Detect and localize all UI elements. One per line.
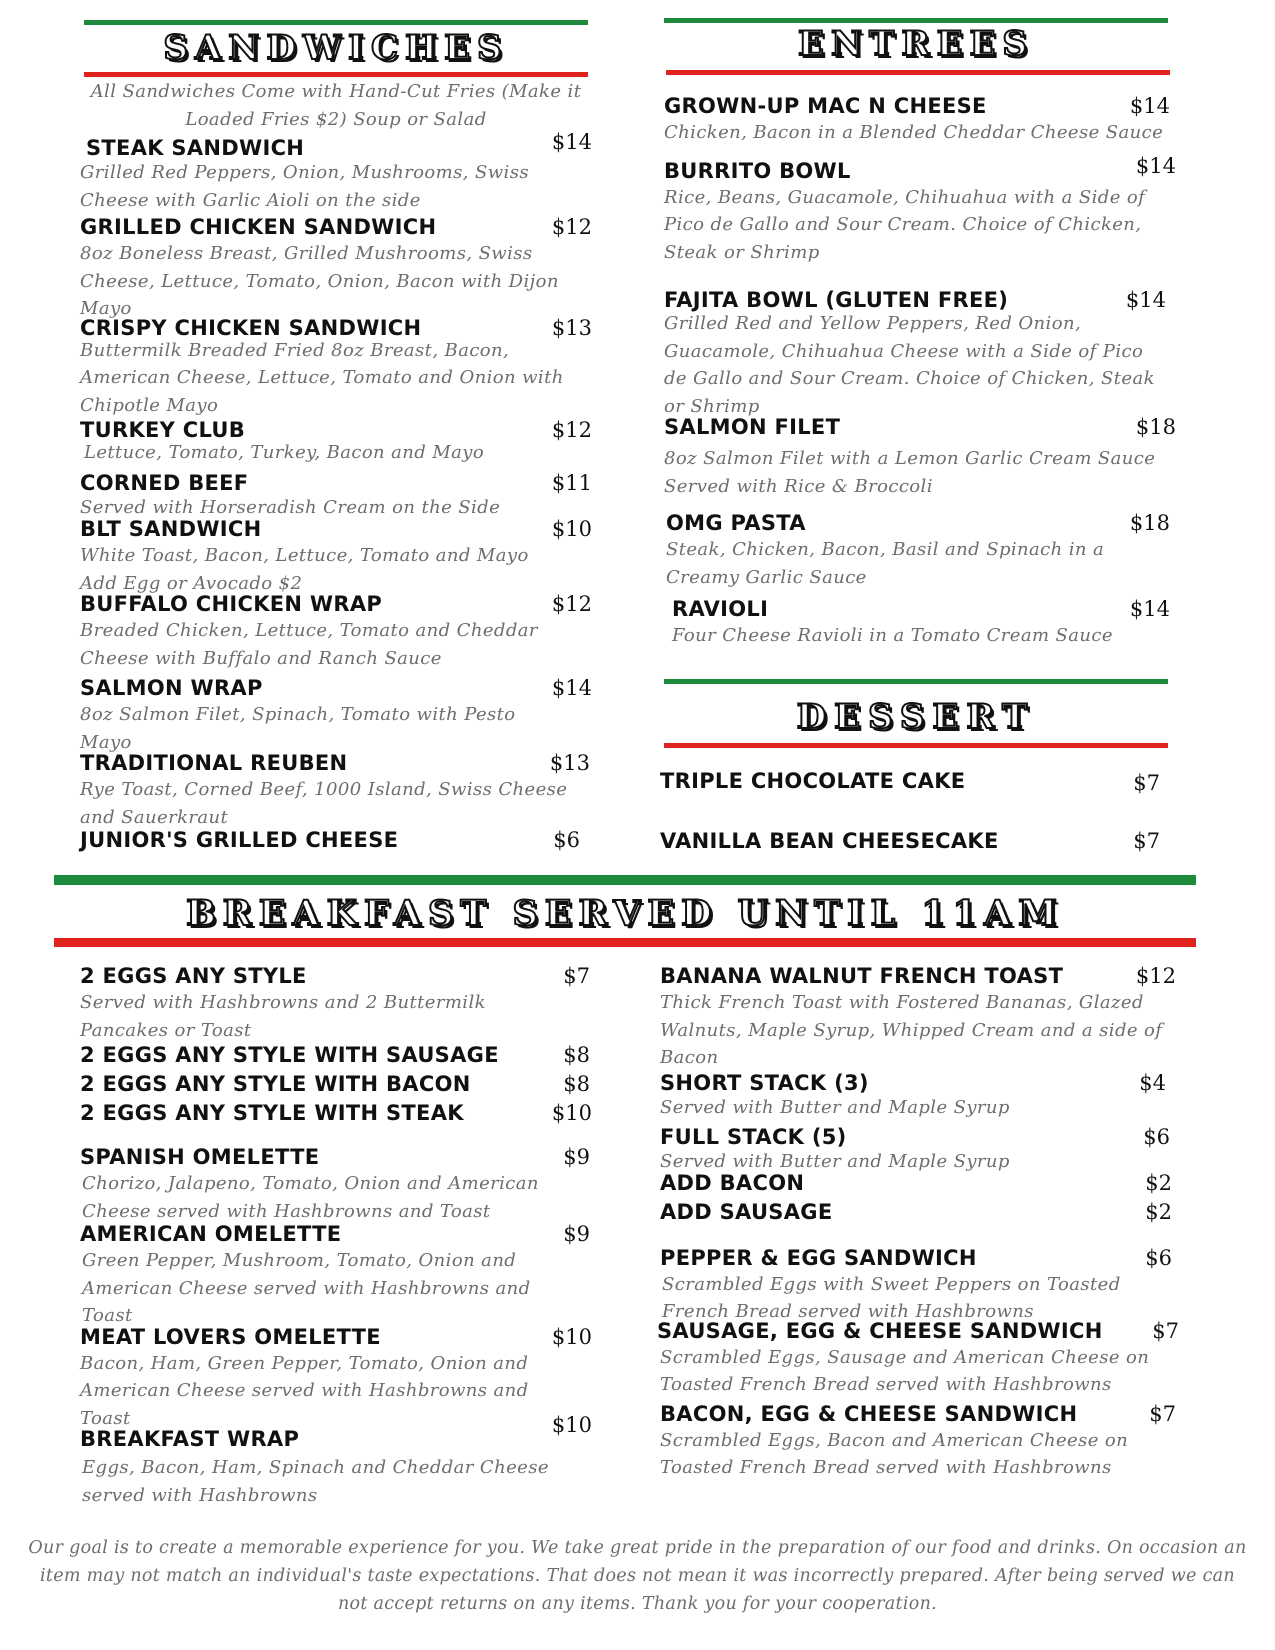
item-description: Grilled Red and Yellow Peppers, Red Onion, Guacamole, Chihuahua Cheese with a Side of Pico de Gallo and Sour Cream. Choice of Chicken, Steak or Shrimp — [664, 313, 1155, 417]
item-name: PEPPER & EGG SANDWICH — [660, 1245, 977, 1270]
item-description: Served with Hashbrowns and 2 Buttermilk Pancakes or Toast — [80, 992, 486, 1041]
sandwiches-bottom-rule — [84, 72, 588, 77]
item-price: $14 — [1125, 288, 1166, 312]
item-name: BUFFALO CHICKEN WRAP — [80, 592, 383, 616]
item-price: $8 — [563, 1072, 590, 1096]
item-description: Grilled Red Peppers, Onion, Mushrooms, Swiss Cheese with Garlic Aioli on the side — [80, 162, 529, 211]
item-name: GROWN-UP MAC N CHEESE — [664, 94, 987, 118]
item-price: $9 — [563, 1222, 590, 1246]
menu-item-2-eggs-with-sausage — [80, 1042, 592, 1068]
menu-item-turkey-club — [80, 417, 592, 443]
item-name: GRILLED CHICKEN SANDWICH — [80, 215, 437, 239]
item-name: VANILLA BEAN CHEESECAKE — [660, 829, 999, 853]
item-price: $14 — [1135, 153, 1176, 178]
item-name: ADD BACON — [660, 1170, 805, 1195]
item-description: White Toast, Bacon, Lettuce, Tomato and Mayo Add Egg or Avocado $2 — [80, 545, 529, 594]
entrees-column — [664, 93, 1176, 650]
item-description: Scrambled Eggs with Sweet Peppers on Toasted French Bread served with Hashbrowns — [662, 1273, 1121, 1322]
item-description: Bacon, Ham, Green Pepper, Tomato, Onion and American Cheese served with Hashbrowns and Toast — [80, 1352, 529, 1429]
item-name: BURRITO BOWL — [664, 158, 851, 183]
item-description: Lettuce, Tomato, Turkey, Bacon and Mayo — [84, 442, 485, 463]
menu-item-crispy-chicken-sandwich — [80, 315, 592, 341]
item-price: $7 — [563, 964, 590, 988]
item-name: MEAT LOVERS OMELETTE — [80, 1324, 381, 1349]
dessert-heading: DESSERT — [796, 697, 1036, 737]
menu-item-breakfast-wrap — [80, 1413, 592, 1452]
item-name: OMG PASTA — [666, 511, 806, 535]
item-price: $2 — [1145, 1170, 1172, 1195]
menu-item-traditional-reuben — [80, 750, 592, 776]
item-description: Served with Horseradish Cream on the Side — [80, 496, 501, 518]
item-price: $8 — [563, 1043, 590, 1067]
dessert-top-rule — [664, 679, 1168, 684]
item-price: $11 — [551, 470, 592, 495]
menu-item-short-stack — [660, 1070, 1176, 1096]
menu-item-american-omelette — [80, 1221, 592, 1247]
item-name: SAUSAGE, EGG & CHEESE SANDWICH — [657, 1318, 1103, 1343]
item-name: FAJITA BOWL (GLUTEN FREE) — [664, 288, 1009, 312]
menu-item-2-eggs-with-steak — [80, 1100, 592, 1126]
breakfast-top-rule — [54, 875, 1196, 885]
item-description: Green Pepper, Mushroom, Tomato, Onion and American Cheese served with Hashbrowns and Toast — [82, 1250, 531, 1326]
item-price: $4 — [1139, 1070, 1166, 1095]
menu-item-omg-pasta — [664, 510, 1176, 536]
item-description: Thick French Toast with Fostered Bananas, Glazed Walnuts, Maple Syrup, Whipped Cream and a side of Bacon — [660, 992, 1163, 1068]
item-name: BREAKFAST WRAP — [80, 1427, 300, 1451]
item-name: JUNIOR'S GRILLED CHEESE — [80, 828, 399, 852]
item-name: SPANISH OMELETTE — [80, 1145, 320, 1169]
item-name: STEAK SANDWICH — [86, 136, 305, 160]
entrees-top-rule — [664, 18, 1168, 23]
item-description: Buttermilk Breaded Fried 8oz Breast, Bacon, American Cheese, Lettuce, Tomato and Onion with Chipotle Mayo — [80, 339, 564, 416]
item-price: $14 — [551, 676, 592, 700]
item-name: 2 EGGS ANY STYLE WITH STEAK — [80, 1101, 464, 1125]
menu-item-triple-chocolate-cake — [660, 768, 1160, 794]
item-price: $7 — [1133, 829, 1160, 853]
menu-item-salmon-wrap — [80, 675, 592, 701]
item-price: $12 — [551, 418, 592, 442]
item-description: Breaded Chicken, Lettuce, Tomato and Cheddar Cheese with Buffalo and Ranch Sauce — [80, 620, 538, 669]
item-description: Chicken, Bacon in a Blended Cheddar Cheese Sauce — [664, 122, 1164, 143]
item-description: Four Cheese Ravioli in a Tomato Cream Sauce — [672, 625, 1113, 646]
item-price: $6 — [553, 828, 580, 852]
menu-item-ravioli — [664, 596, 1176, 622]
breakfast-bottom-rule — [54, 938, 1196, 947]
item-name: ADD SAUSAGE — [660, 1199, 833, 1224]
menu-item-sausage-egg-cheese-sandwich — [657, 1318, 1179, 1344]
menu-item-blt-sandwich — [80, 516, 592, 542]
item-price: $14 — [551, 130, 592, 154]
item-price: $6 — [1145, 1245, 1172, 1270]
item-price: $13 — [549, 751, 590, 775]
menu-item-grown-up-mac-n-cheese — [664, 93, 1176, 119]
sandwiches-top-rule — [84, 20, 588, 25]
item-name: RAVIOLI — [672, 597, 769, 621]
item-description: Steak, Chicken, Bacon, Basil and Spinach in a Creamy Garlic Sauce — [666, 539, 1105, 588]
item-price: $10 — [551, 1413, 592, 1437]
menu-item-pepper-egg-sandwich — [660, 1245, 1176, 1271]
dessert-bottom-rule — [664, 743, 1168, 748]
item-price: $10 — [551, 1101, 592, 1125]
item-name: FULL STACK (5) — [660, 1125, 847, 1149]
item-price: $12 — [1135, 964, 1176, 988]
menu-item-fajita-bowl — [664, 287, 1176, 313]
breakfast-left-column — [80, 963, 592, 1509]
item-description: Served with Butter and Maple Syrup — [660, 1096, 1010, 1118]
item-name: SHORT STACK (3) — [660, 1070, 869, 1095]
menu-item-banana-walnut-french-toast — [660, 963, 1176, 989]
dessert-column — [660, 768, 1160, 854]
entrees-bottom-rule — [666, 70, 1170, 75]
item-description: Scrambled Eggs, Bacon and American Cheese on Toasted French Bread served with Hashbrowns — [660, 1429, 1129, 1478]
item-name: AMERICAN OMELETTE — [80, 1222, 342, 1246]
item-price: $12 — [551, 592, 592, 616]
item-name: 2 EGGS ANY STYLE — [80, 964, 307, 988]
menu-item-full-stack — [660, 1124, 1176, 1150]
item-name: SALMON WRAP — [80, 676, 263, 700]
item-price: $6 — [1143, 1125, 1170, 1149]
sandwiches-column — [80, 78, 592, 853]
breakfast-heading: BREAKFAST SERVED UNTIL 11AM — [186, 893, 1064, 934]
menu-item-burrito-bowl — [664, 153, 1176, 184]
menu-item-add-bacon — [660, 1170, 1176, 1196]
item-price: $7 — [1149, 1401, 1176, 1426]
menu-item-grilled-chicken-sandwich — [80, 214, 592, 240]
item-name: 2 EGGS ANY STYLE WITH SAUSAGE — [80, 1043, 499, 1067]
menu-item-meat-lovers-omelette — [80, 1324, 592, 1350]
item-description: Scrambled Eggs, Sausage and American Cheese on Toasted French Bread served with Hashbrowns — [660, 1346, 1150, 1395]
item-name: SALMON FILET — [664, 415, 841, 439]
item-price: $18 — [1129, 511, 1170, 535]
item-description: Rye Toast, Corned Beef, 1000 Island, Swiss Cheese and Sauerkraut — [80, 779, 568, 828]
sandwiches-intro: All Sandwiches Come with Hand-Cut Fries (Make it Loaded Fries $2) Soup or Salad — [90, 81, 582, 130]
sandwiches-heading: SANDWICHES — [163, 28, 509, 68]
item-description: 8oz Salmon Filet with a Lemon Garlic Cream Sauce Served with Rice & Broccoli — [664, 448, 1156, 497]
menu-item-vanilla-bean-cheesecake — [660, 828, 1160, 854]
item-name: BANANA WALNUT FRENCH TOAST — [660, 964, 1064, 988]
item-name: BLT SANDWICH — [80, 517, 262, 541]
item-price: $13 — [551, 315, 592, 340]
item-name: CRISPY CHICKEN SANDWICH — [80, 315, 422, 340]
item-description: Eggs, Bacon, Ham, Spinach and Cheddar Cheese served with Hashbrowns — [82, 1457, 549, 1506]
breakfast-right-column — [657, 963, 1179, 1482]
entrees-heading: ENTREES — [798, 24, 1034, 64]
item-name: TURKEY CLUB — [80, 418, 246, 442]
menu-item-2-eggs-with-bacon — [80, 1071, 592, 1097]
item-name: 2 EGGS ANY STYLE WITH BACON — [80, 1072, 471, 1096]
item-name: TRIPLE CHOCOLATE CAKE — [660, 769, 966, 793]
menu-item-steak-sandwich — [80, 130, 592, 161]
item-description: Rice, Beans, Guacamole, Chihuahua with a Side of Pico de Gallo and Sour Cream. Choice of Chicken, Steak or Shrimp — [664, 186, 1146, 263]
item-price: $12 — [551, 215, 592, 239]
item-price: $9 — [563, 1145, 590, 1169]
item-name: BACON, EGG & CHEESE SANDWICH — [660, 1401, 1078, 1426]
item-description: 8oz Salmon Filet, Spinach, Tomato with Pesto Mayo — [80, 704, 516, 753]
item-price: $18 — [1135, 415, 1176, 439]
menu-item-juniors-grilled-cheese — [80, 827, 592, 853]
item-description: Chorizo, Jalapeno, Tomato, Onion and American Cheese served with Hashbrowns and Toast — [82, 1173, 539, 1222]
item-price: $10 — [551, 1324, 592, 1349]
item-price: $7 — [1133, 771, 1160, 795]
item-name: TRADITIONAL REUBEN — [80, 751, 348, 775]
menu-item-corned-beef — [80, 470, 592, 496]
menu-item-buffalo-chicken-wrap — [80, 591, 592, 617]
footer-disclaimer: Our goal is to create a memorable experience for you. We take great pride in the preparation of our food and drinks. On occasion an item may not match an individual's taste expectations. That does not mean it was incorrectly prepared. After being served we can not accept returns on any items. Thank you for your cooperation. — [28, 1538, 1247, 1614]
item-price: $7 — [1152, 1318, 1179, 1343]
item-price: $10 — [551, 517, 592, 541]
menu-item-spanish-omelette — [80, 1144, 592, 1170]
item-price: $2 — [1145, 1199, 1172, 1224]
item-price: $14 — [1129, 94, 1170, 118]
item-name: CORNED BEEF — [80, 470, 249, 495]
menu-item-salmon-filet — [664, 414, 1176, 440]
item-description: Served with Butter and Maple Syrup — [660, 1151, 1010, 1172]
menu-item-bacon-egg-cheese-sandwich — [660, 1401, 1176, 1427]
menu-item-add-sausage — [660, 1199, 1176, 1225]
item-description: 8oz Boneless Breast, Grilled Mushrooms, Swiss Cheese, Lettuce, Tomato, Onion, Bacon with Dijon Mayo — [80, 243, 559, 319]
menu-item-2-eggs-any-style — [80, 963, 592, 989]
item-price: $14 — [1129, 597, 1170, 621]
